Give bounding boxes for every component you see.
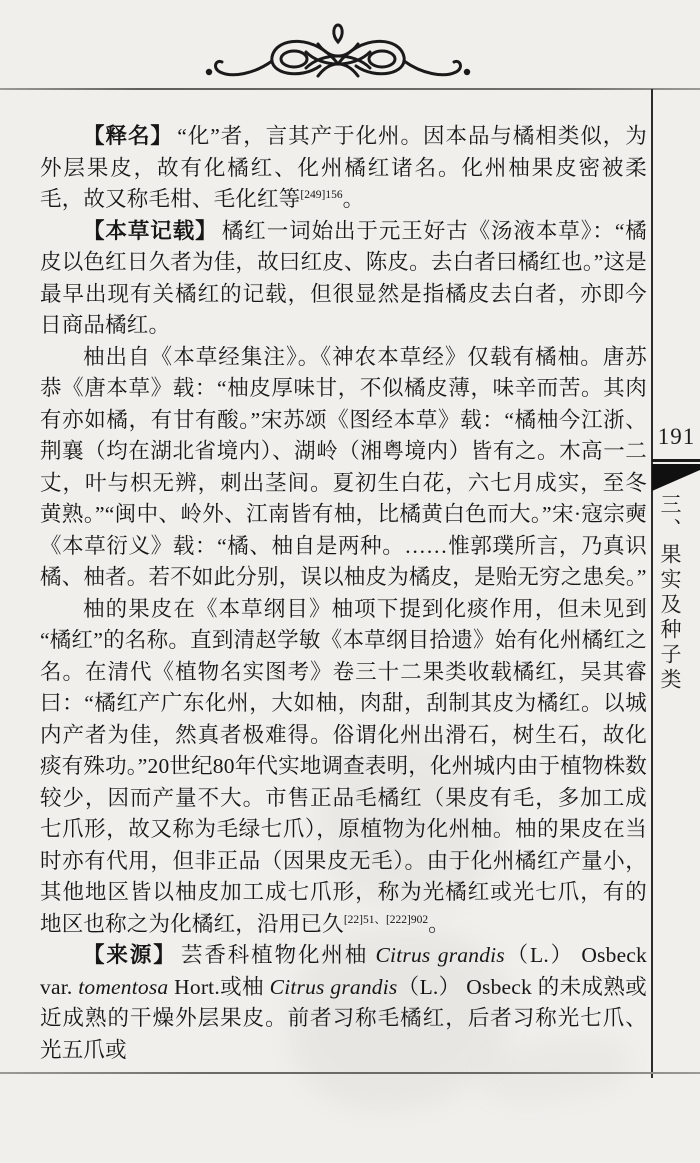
section-tab: 三、果实及种子类 (658, 493, 682, 693)
margin-divider (651, 89, 653, 1078)
bottom-rule (0, 1072, 700, 1074)
paragraph-laiyuan: 【来源】 芸香科植物化州柚 Citrus grandis（L.） Osbeck var. tomentosa Hort.或柚 Citrus grandis（L.） Osbeck 的未成熟或近成熟的干燥外层果皮。前者习称毛橘红，后者习称光七爪、光五爪或 (40, 943, 648, 1062)
paragraph-shiming: 【释名】 “化”者，言其产于化州。因本品与橘相类似，为外层果皮，故有化橘红、化州橘红诸名。化州柚果皮密被柔毛，故又称毛柑、毛化红等$^{[249]156}$。 (40, 124, 647, 211)
section-wedge-icon (652, 464, 700, 491)
paragraph-bencao-jizai: 【本草记载】 橘红一词始出于元王好古《汤液本草》：“橘皮以色红日久者为佳，故曰红皮、陈皮。去白者曰橘红也。”这是最早出现有关橘红的记载，但很显然是指橘皮去白者，亦即今日商品橘红。 (40, 218, 648, 337)
page-number: 191 (657, 424, 696, 449)
top-rule (0, 88, 700, 90)
paragraph-you-history: 柚出自《本草经集注》。《神农本草经》仅载有橘柚。唐苏恭《唐本草》载：“柚皮厚味甘，不似橘皮薄，味辛而苦。其肉有亦如橘，有甘有酸。”宋苏颂《图经本草》载：“橘柚今江浙、荆襄（均在湖北省境内）、湖岭（湘粤境内）皆有之。木高一二丈，叶与枳无辨，刺出茎间。夏初生白花，六七月成实，至冬黄熟。”“闽中、岭外、江南皆有柚，比橘黄白色而大。”宋·寇宗奭《本草衍义》载：“橘、柚自是两种。……惟郭璞所言，乃真识橘、柚者。若不如此分别，误以柚皮为橘皮，是贻无穷之患矣。” (40, 344, 647, 589)
flourish-ornament-icon (188, 22, 488, 86)
page-number-rule (652, 459, 700, 462)
paragraph-huazhou-juhong: 柚的果皮在《本草纲目》柚项下提到化痰作用，但未见到“橘红”的名称。直到清赵学敏《本草纲目拾遗》始有化州橘红之名。在清代《植物名实图考》卷三十二果类收载橘红，吴其睿曰：“橘红产广东化州，大如柚，肉甜，刮制其皮为橘红。以城内产者为佳，然真者极难得。俗谓化州出滑石，树生石，故化痰有殊功。”20世纪80年代实地调查表明，化州城内由于植物株数较少，因而产量不大。市售正品毛橘红（果皮有毛，多加工成七爪形，故又称为毛绿七爪），原植物为化州柚。柚的果皮在当时亦有代用，但非正品（因果皮无毛）。由于化州橘红产量小，其他地区皆以柚皮加工成七爪形，称为光橘红或光七爪，有的地区也称之为化橘红，沿用已久$^{[22]51、[222]902}$。 (40, 596, 647, 936)
main-text (40, 121, 647, 1066)
